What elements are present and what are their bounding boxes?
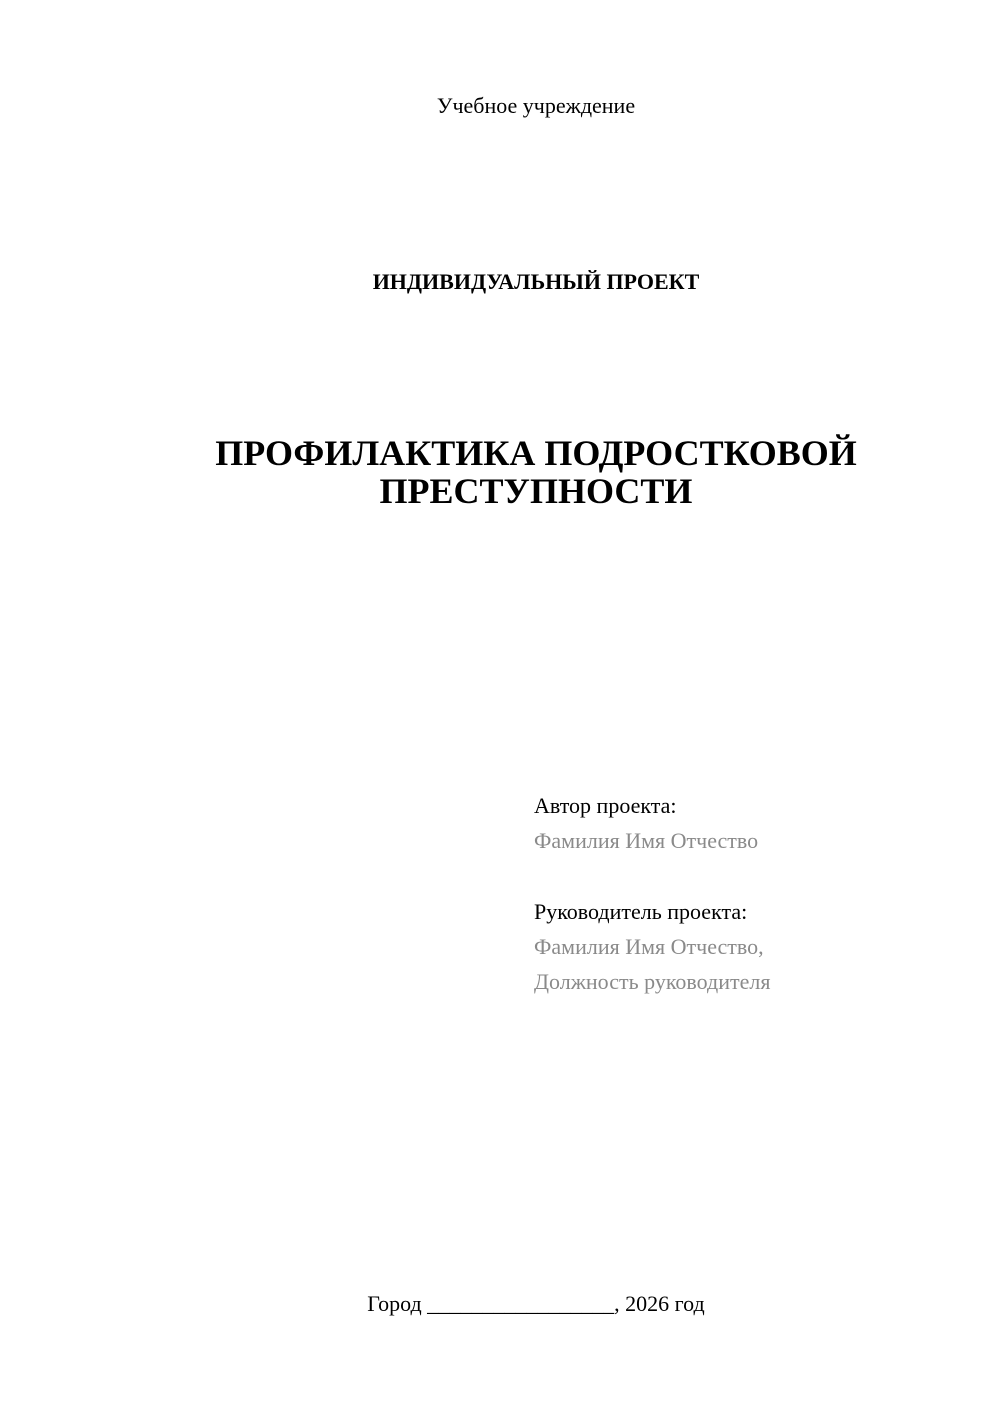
author-name: Фамилия Имя Отчество [534,828,759,853]
author-label: Автор проекта: [534,793,677,818]
project-title [120,434,952,510]
project-title-line-2: ПРЕСТУПНОСТИ [379,471,693,511]
supervisor-label: Руководитель проекта: [534,899,748,924]
document-type-heading: ИНДИВИДУАЛЬНЫЙ ПРОЕКТ [372,269,700,294]
supervisor-position: Должность руководителя [534,969,771,994]
institution-name: Учебное учреждение [436,93,636,118]
project-title-line-1: ПРОФИЛАКТИКА ПОДРОСТКОВОЙ [215,433,857,473]
city-year-line: Город _________________, 2026 год [367,1291,705,1316]
spacer [534,858,974,894]
supervisor-name: Фамилия Имя Отчество, [534,934,764,959]
project-info-block [534,788,974,999]
